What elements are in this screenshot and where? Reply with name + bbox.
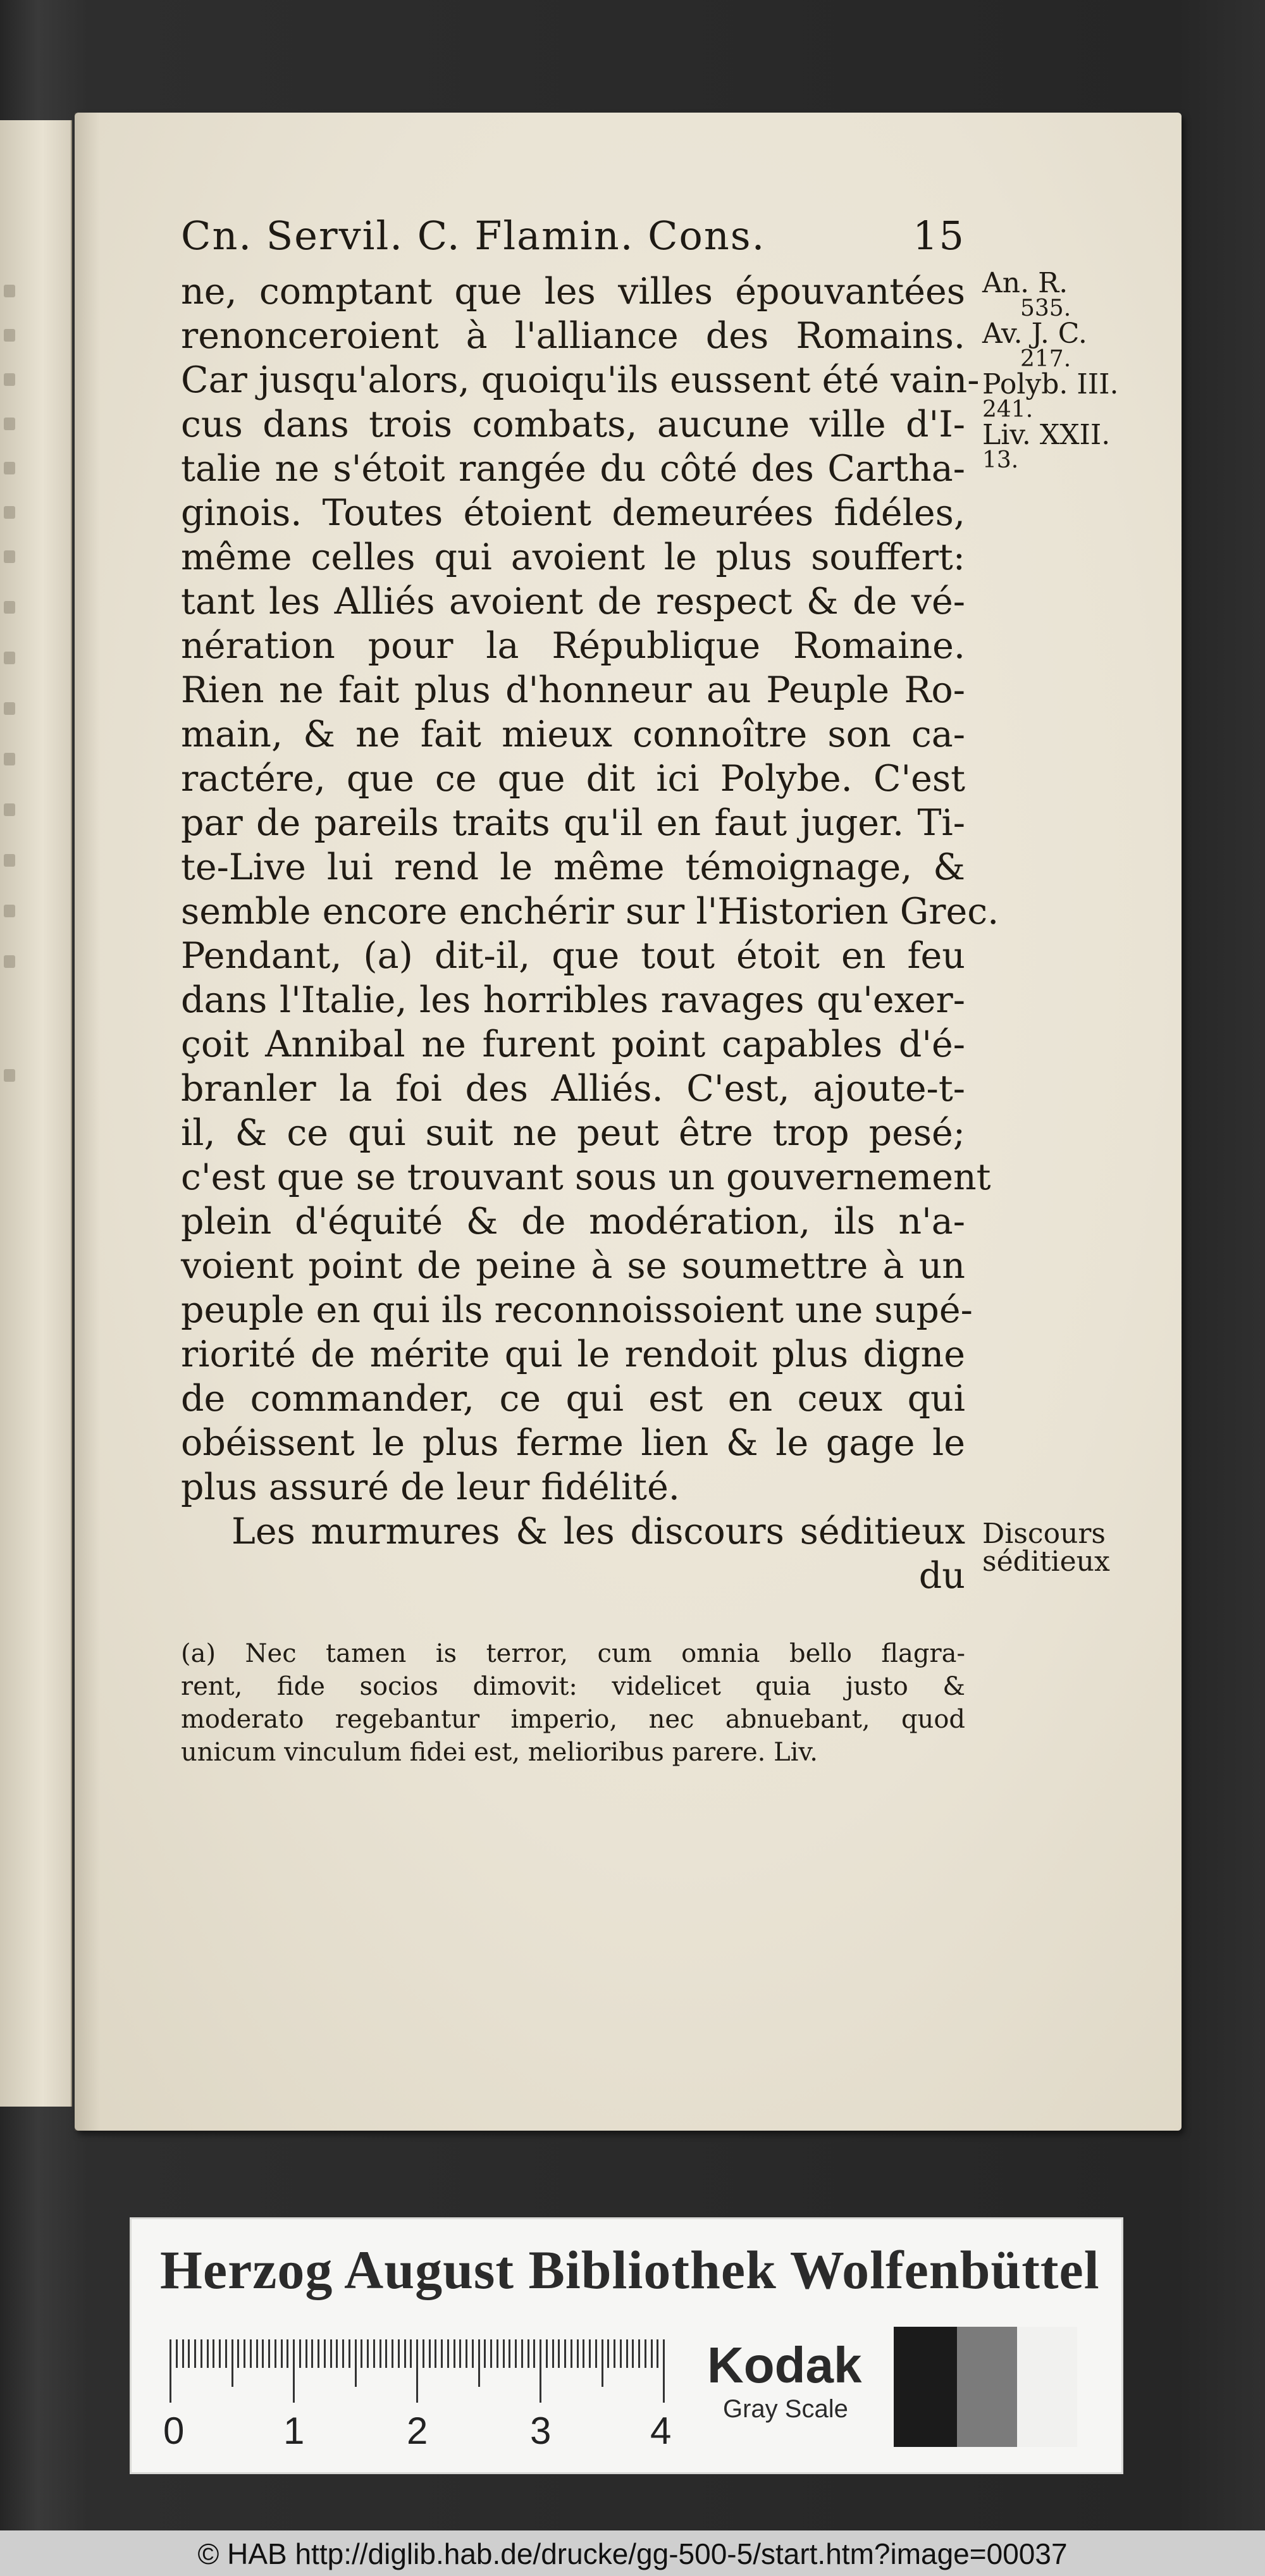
bleed-mark (4, 753, 15, 765)
ruler-tick (213, 2339, 214, 2368)
margin-polyb-page: 241. (982, 397, 1034, 423)
bleed-mark (4, 329, 15, 342)
ruler-tick (620, 2339, 622, 2368)
library-name: Herzog August Bibliothek Wolfenbüttel (160, 2239, 1100, 2300)
ruler-tick (484, 2339, 486, 2368)
ruler-tick (318, 2339, 319, 2368)
ruler-tick (392, 2339, 393, 2368)
text-line: plein d'équité & de modération, ils n'a- (181, 1201, 965, 1242)
ruler-tick (564, 2339, 566, 2368)
ruler-tick (281, 2339, 283, 2368)
text-line: ne, comptant que les villes épouvantées (181, 271, 965, 313)
ruler-tick (651, 2339, 653, 2368)
ruler-tick (324, 2339, 326, 2368)
ruler-tick (268, 2339, 270, 2368)
ruler-tick (614, 2339, 615, 2368)
text-line: Pendant, (a) dit-il, que tout étoit en feu (181, 935, 965, 977)
ruler-tick (583, 2339, 584, 2368)
ruler-tick (299, 2339, 301, 2368)
ruler-tick (182, 2339, 184, 2368)
ruler-tick (657, 2339, 658, 2368)
ruler-tick (602, 2339, 603, 2387)
ruler-tick (441, 2339, 443, 2368)
main-text (181, 269, 999, 1598)
ruler-tick (188, 2339, 190, 2368)
gray-patch-mid (957, 2327, 1017, 2447)
ruler-tick (361, 2339, 362, 2368)
bleed-mark (4, 702, 15, 715)
bleed-mark (4, 601, 15, 614)
ruler-number: 2 (407, 2410, 428, 2452)
text-line: obéissent le plus ferme lien & le gage le (181, 1422, 965, 1464)
ruler-tick (533, 2339, 535, 2368)
bleed-mark (4, 418, 15, 430)
text-line: te-Live lui rend le même témoignage, & (181, 846, 965, 888)
text-line: tant les Alliés avoient de respect & de vé- (181, 581, 965, 622)
bleed-mark (4, 462, 15, 474)
gray-scale-label: Gray Scale (723, 2395, 848, 2423)
margin-year-rome: 535. (1020, 295, 1071, 321)
ruler-tick (521, 2339, 523, 2368)
ruler-tick (404, 2339, 406, 2368)
text-line: branler la foi des Alliés. C'est, ajoute-t- (181, 1068, 965, 1110)
ruler-tick (490, 2339, 492, 2368)
footnote-line: unicum vinculum fidei est, melioribus parere. Liv. (181, 1738, 818, 1767)
ruler-tick (447, 2339, 449, 2368)
ruler-tick (595, 2339, 597, 2368)
gray-patch-black (894, 2327, 957, 2447)
side-heading-line: Discours (982, 1518, 1106, 1550)
ruler-tick (472, 2339, 474, 2368)
text-line: peuple en qui ils reconnoissoient une supé- (181, 1289, 973, 1331)
ruler-scale (163, 2339, 676, 2452)
ruler-tick (497, 2339, 498, 2368)
bleed-mark (4, 373, 15, 386)
text-line: de commander, ce qui est en ceux qui (181, 1378, 965, 1420)
ruler-tick (546, 2339, 548, 2368)
catchword: du (918, 1555, 965, 1597)
bleed-mark (4, 955, 15, 968)
ruler-tick (342, 2339, 344, 2368)
book-page (75, 113, 1182, 2131)
text-line: Car jusqu'alors, quoiqu'ils eussent été vain- (181, 359, 980, 401)
bleed-mark (4, 803, 15, 816)
ruler-tick (275, 2339, 276, 2368)
text-line: main, & ne fait mieux connoître son ca- (181, 714, 965, 755)
ruler-tick (607, 2339, 609, 2368)
ruler-tick (638, 2339, 640, 2368)
text-line: dans l'Italie, les horribles ravages qu'exer- (181, 979, 965, 1021)
ruler-tick (287, 2339, 288, 2368)
side-heading-line: séditieux (982, 1545, 1110, 1578)
text-line: talie ne s'étoit rangée du côté des Cartha- (181, 448, 965, 490)
gray-patch-white (1017, 2327, 1077, 2447)
margin-av-jc: Av. J. C. (982, 318, 1087, 350)
ruler-tick (262, 2339, 264, 2368)
ruler-tick (373, 2339, 375, 2368)
ruler-tick (429, 2339, 431, 2368)
ruler-tick (194, 2339, 196, 2368)
ruler-tick (398, 2339, 400, 2368)
text-line: ginois. Toutes étoient demeurées fidéles, (181, 492, 965, 534)
ruler-tick (528, 2339, 529, 2368)
ruler-tick (515, 2339, 517, 2368)
ruler-tick (385, 2339, 387, 2368)
text-line: ractére, que ce que dit ici Polybe. C'est (181, 758, 965, 800)
margin-liv-chapter: 13. (982, 447, 1019, 473)
margin-liv: Liv. XXII. (982, 419, 1111, 451)
ruler-tick (219, 2339, 221, 2368)
ruler-tick (466, 2339, 467, 2368)
ruler-tick (293, 2339, 295, 2403)
ruler-tick (632, 2339, 634, 2368)
ruler-number: 4 (650, 2410, 672, 2452)
ruler-tick (503, 2339, 505, 2368)
text-line: renonceroient à l'alliance des Romains. (181, 315, 965, 357)
ruler-tick (410, 2339, 412, 2368)
ruler-tick (509, 2339, 510, 2368)
bleed-mark (4, 854, 15, 867)
ruler-tick (540, 2339, 541, 2403)
ruler-tick (435, 2339, 436, 2368)
ruler-tick (423, 2339, 424, 2368)
margin-an-r: An. R. (982, 267, 1068, 299)
ruler-tick (577, 2339, 579, 2368)
ruler-tick (663, 2339, 665, 2403)
text-line: plus assuré de leur fidélité. (181, 1466, 680, 1508)
text-line: nération pour la République Romaine. (181, 625, 965, 667)
ruler-tick (231, 2339, 233, 2387)
ruler-tick (454, 2339, 455, 2368)
ruler-tick (244, 2339, 245, 2368)
running-header (181, 213, 965, 269)
text-line: cus dans trois combats, aucune ville d'I- (181, 404, 965, 445)
bleed-mark (4, 506, 15, 519)
text-line: semble encore enchérir sur l'Historien Grec. (181, 891, 999, 932)
text-line: il, & ce qui suit ne peut être trop pesé; (181, 1112, 965, 1154)
ruler-tick (170, 2339, 171, 2403)
ruler-tick (207, 2339, 209, 2368)
bleed-mark (4, 905, 15, 917)
ruler-tick (478, 2339, 480, 2387)
paragraph-start-line: Les murmures & les discours séditieux (231, 1511, 965, 1552)
ruler-tick (237, 2339, 239, 2368)
copyright-credit: © HAB http://diglib.hab.de/drucke/gg-500-5/start.htm?image=00037 (197, 2537, 1068, 2570)
ruler-tick (256, 2339, 258, 2368)
text-line: Rien ne fait plus d'honneur au Peuple Ro- (181, 669, 965, 711)
ruler-number: 0 (163, 2410, 185, 2452)
text-line: voient point de peine à se soumettre à un (181, 1245, 965, 1287)
ruler-tick (311, 2339, 313, 2368)
ruler-tick (176, 2339, 178, 2368)
ruler-tick (416, 2339, 418, 2403)
ruler-tick (626, 2339, 628, 2368)
running-title: Cn. Servil. C. Flamin. Cons. (181, 213, 766, 259)
ruler-tick (349, 2339, 350, 2368)
text-line: çoit Annibal ne furent point capables d'é- (181, 1024, 965, 1065)
bleed-mark (4, 652, 15, 664)
side-heading (982, 1520, 1172, 1576)
ruler-tick (201, 2339, 202, 2368)
footnote (181, 1637, 965, 1769)
footnote-line: rent, fide socios dimovit: videlicet quia justo & (181, 1672, 965, 1701)
text-line: même celles qui avoient le plus souffert: (181, 536, 965, 578)
ruler-tick (225, 2339, 227, 2368)
brand-logo: Kodak (707, 2337, 862, 2393)
ruler-tick (571, 2339, 572, 2368)
bleed-mark (4, 550, 15, 563)
ruler-tick (645, 2339, 646, 2368)
ruler-tick (367, 2339, 369, 2368)
ruler-tick (459, 2339, 461, 2368)
ruler-tick (355, 2339, 357, 2387)
ruler-tick (589, 2339, 591, 2368)
text-line: par de pareils traits qu'il en faut juger. Ti- (181, 802, 965, 844)
ruler-tick (330, 2339, 332, 2368)
footnote-line: (a) Nec tamen is terror, cum omnia bello flagra- (181, 1639, 965, 1668)
ruler-tick (379, 2339, 381, 2368)
text-line: riorité de mérite qui le rendoit plus digne (181, 1334, 965, 1375)
bleed-mark (4, 285, 15, 297)
ruler-tick (558, 2339, 560, 2368)
ruler-tick (552, 2339, 554, 2368)
margin-year-bc: 217. (1020, 346, 1071, 372)
text-line: c'est que se trouvant sous un gouvernement (181, 1156, 991, 1198)
margin-chronology (982, 269, 1172, 472)
ruler-tick (336, 2339, 338, 2368)
page-number: 15 (913, 213, 965, 259)
bleed-mark (4, 1069, 15, 1082)
footnote-line: moderato regebantur imperio, nec abnuebant, quod (181, 1705, 965, 1734)
color-target (130, 2217, 1123, 2474)
margin-polyb: Polyb. III. (982, 368, 1119, 400)
previous-page-edge (0, 120, 72, 2107)
ruler-number: 1 (283, 2410, 305, 2452)
ruler-tick (250, 2339, 252, 2368)
ruler-tick (305, 2339, 307, 2368)
ruler-number: 3 (530, 2410, 552, 2452)
